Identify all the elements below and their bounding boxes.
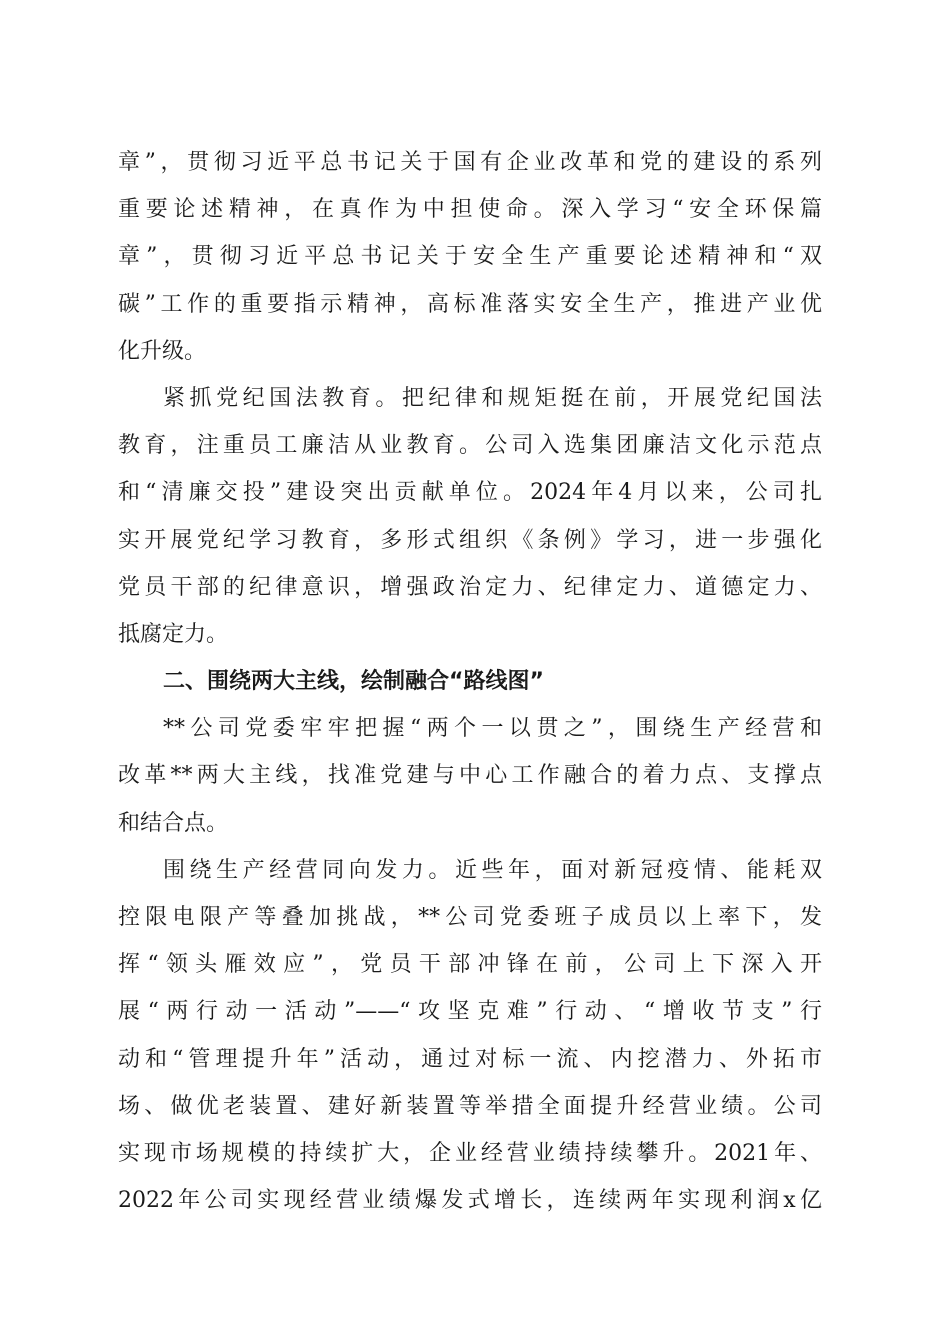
paragraph-production-operations xyxy=(118,847,822,1225)
text-line: 重要论述精神，在真作为中担使命。深入学习“安全环保篇 xyxy=(118,197,822,223)
paragraph-discipline-education xyxy=(118,375,822,658)
text-line: 碳”工作的重要指示精神，高标准落实安全生产，推进产业优 xyxy=(118,291,822,317)
paragraph-two-main-lines xyxy=(118,705,822,847)
section-heading xyxy=(118,658,822,705)
text-line: 展“两行动一活动”——“攻坚克难”行动、“增收节支”行 xyxy=(118,999,822,1025)
text-line: 教育，注重员工廉洁从业教育。公司入选集团廉洁文化示范点 xyxy=(118,433,822,459)
text-line: 和“清廉交投”建设突出贡献单位。2024年4月以来，公司扎 xyxy=(118,480,822,506)
paragraph-safety-study xyxy=(118,139,822,375)
text-line: 化升级。 xyxy=(118,338,207,364)
heading-text: 二、围绕两大主线，绘制融合“路线图” xyxy=(163,669,544,695)
text-line: 改革**两大主线，找准党建与中心工作融合的着力点、支撑点 xyxy=(118,763,822,789)
text-line: 实开展党纪学习教育，多形式组织《条例》学习，进一步强化 xyxy=(118,527,822,553)
text-line: 和结合点。 xyxy=(118,810,229,836)
text-line: 章”，贯彻习近平总书记关于安全生产重要论述精神和“双 xyxy=(118,244,822,270)
text-line: 控限电限产等叠加挑战，**公司党委班子成员以上率下，发 xyxy=(118,905,822,930)
text-line: 抵腐定力。 xyxy=(118,621,229,647)
text-line: 实现市场规模的持续扩大，企业经营业绩持续攀升。2021年、 xyxy=(118,1140,822,1166)
document-body xyxy=(118,139,822,1224)
text-line: 2022年公司实现经营业绩爆发式增长，连续两年实现利润x亿 xyxy=(118,1188,822,1214)
text-line: 场、做优老装置、建好新装置等举措全面提升经营业绩。公司 xyxy=(118,1093,822,1119)
text-line: 围绕生产经营同向发力。近些年，面对新冠疫情、能耗双 xyxy=(163,857,822,883)
text-line: 章”，贯彻习近平总书记关于国有企业改革和党的建设的系列 xyxy=(118,150,822,175)
text-line: 动和“管理提升年”活动，通过对标一流、内挖潜力、外拓市 xyxy=(118,1046,822,1072)
text-line: **公司党委牢牢把握“两个一以贯之”，围绕生产经营和 xyxy=(163,716,822,742)
text-line: 紧抓党纪国法教育。把纪律和规矩挺在前，开展党纪国法 xyxy=(163,385,822,411)
text-line: 挥“领头雁效应”，党员干部冲锋在前，公司上下深入开 xyxy=(118,952,822,978)
text-line: 党员干部的纪律意识，增强政治定力、纪律定力、道德定力、 xyxy=(118,574,822,600)
